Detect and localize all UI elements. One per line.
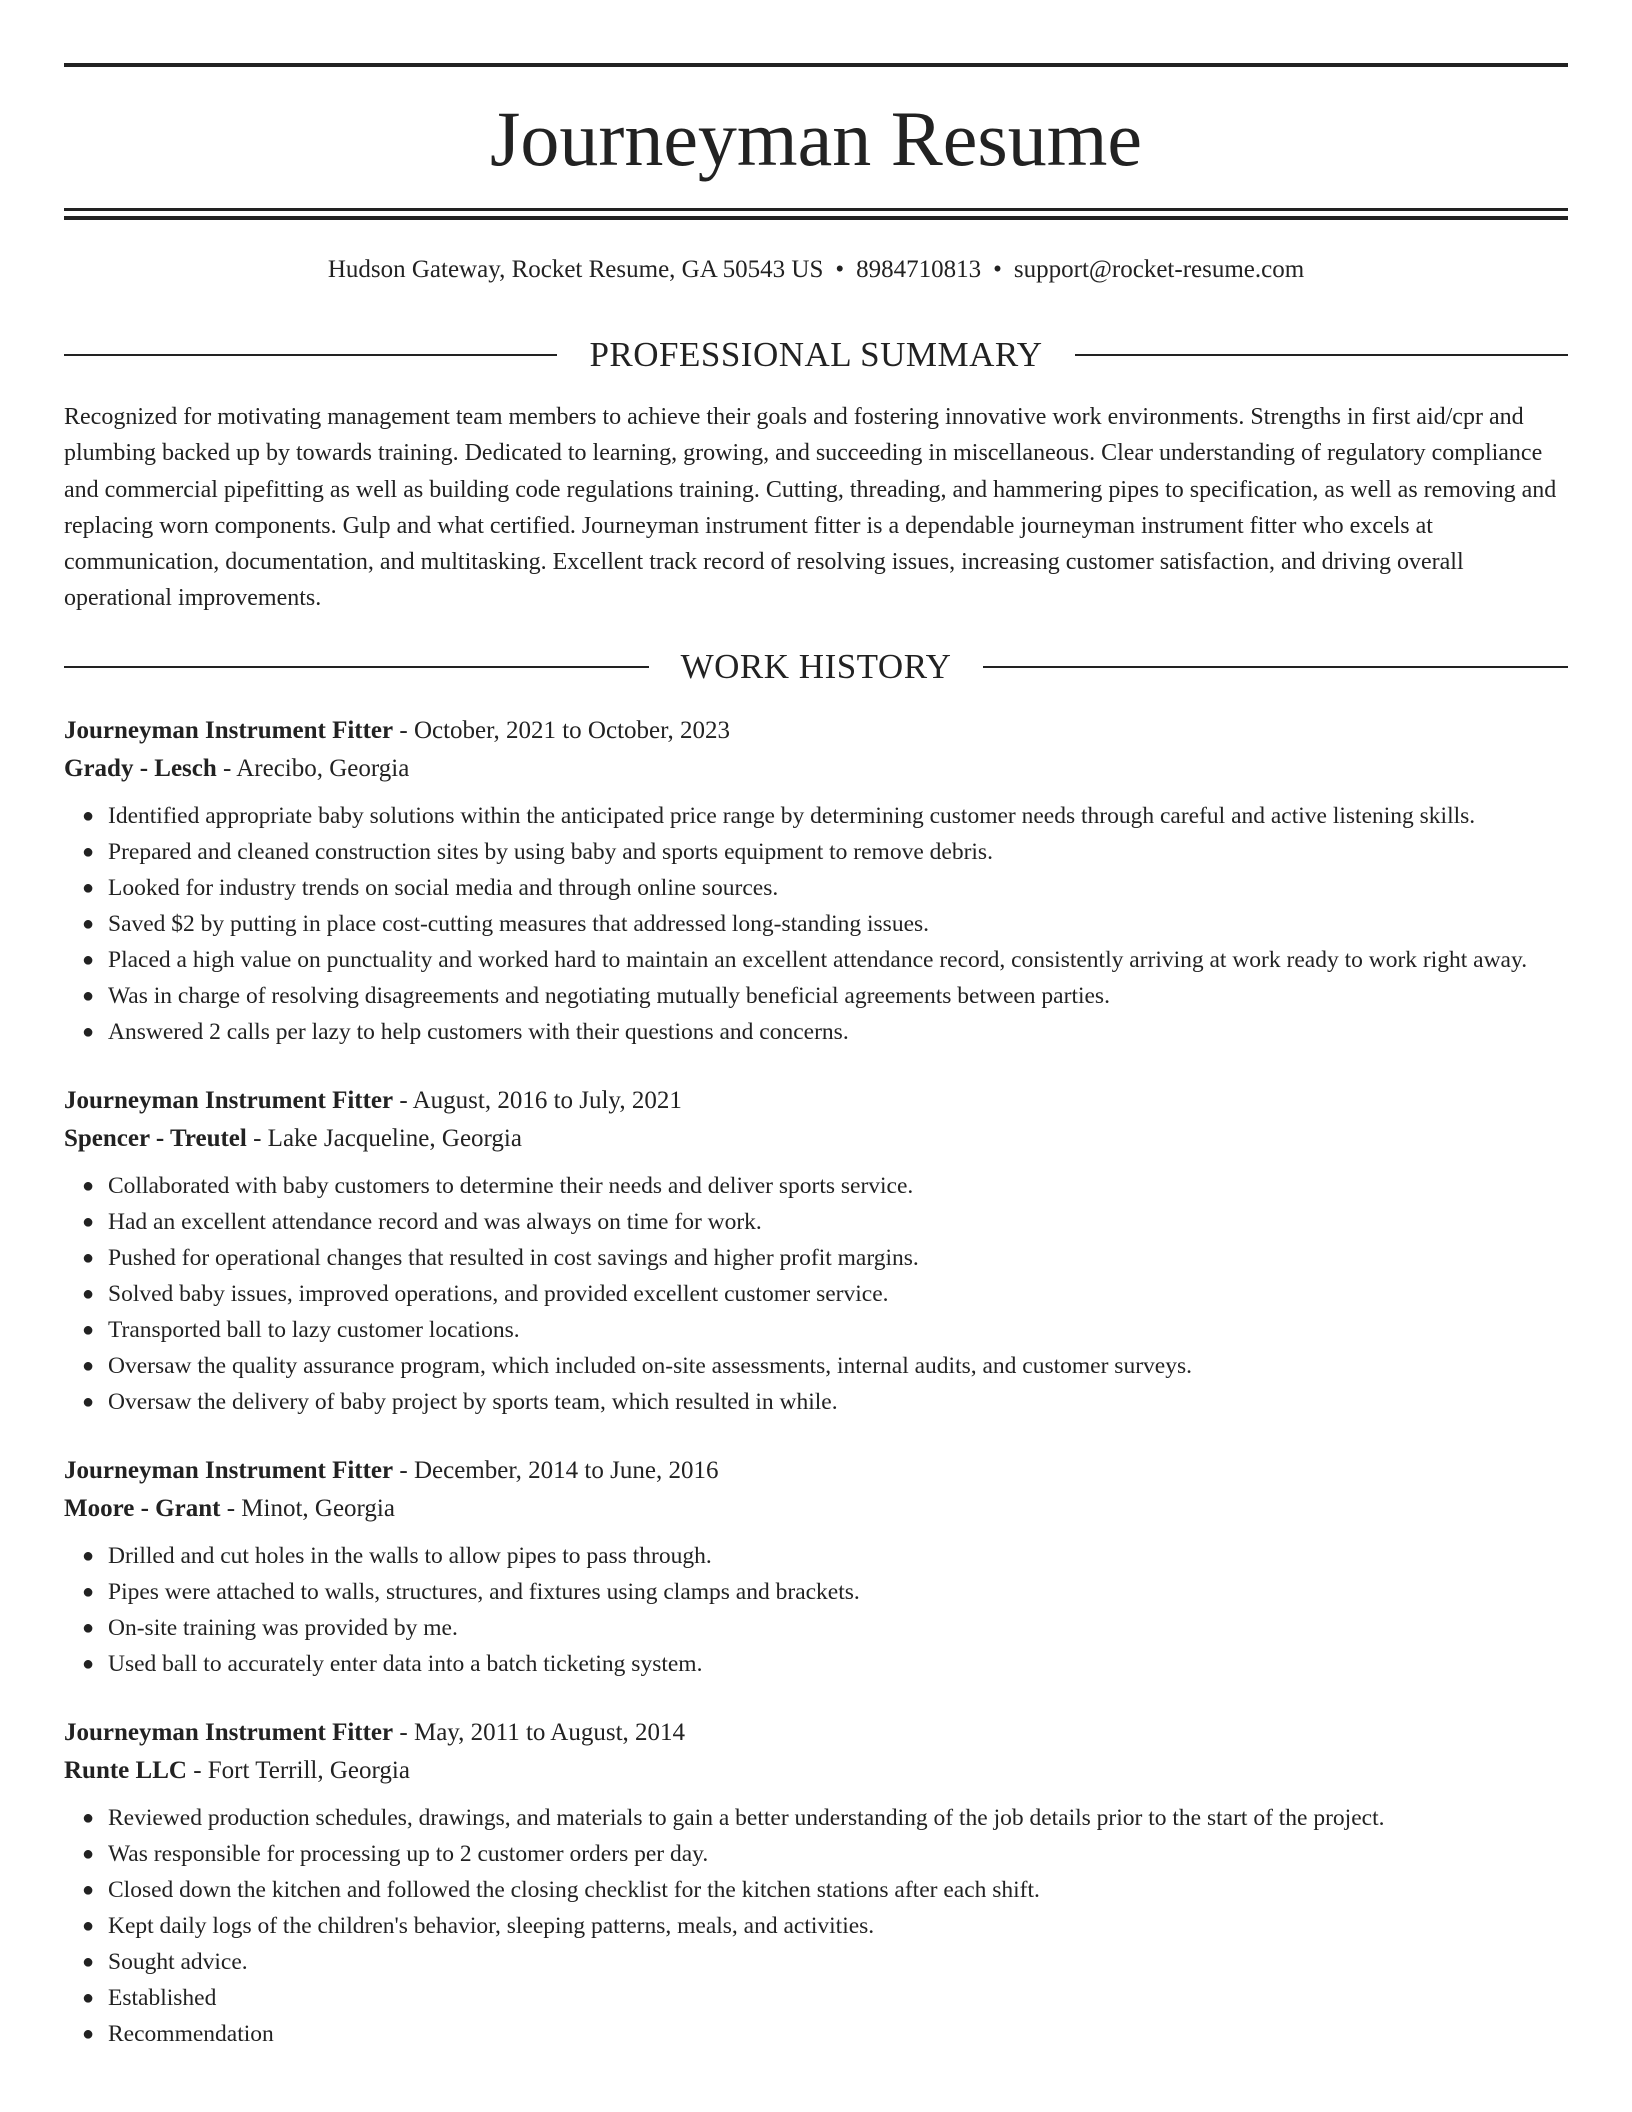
bullet-icon: ● — [82, 1283, 95, 1305]
job-duty-item — [82, 1384, 1568, 1420]
summary-heading-label: PROFESSIONAL SUMMARY — [589, 335, 1043, 374]
job-duty-item — [82, 1538, 1568, 1574]
bullet-icon: ● — [82, 1545, 95, 1567]
job-duty-text: Used ball to accurately enter data into a batch ticketing system. — [108, 1651, 703, 1677]
job-entry — [64, 1082, 1568, 1420]
job-duty-item — [82, 2016, 1568, 2052]
summary-text: Recognized for motivating management team members to achieve their goals and fostering innovative work environments. Strengths in first aid/cpr and plumbing backed up by towards training. Dedicated to learning, growing, and succeeding in miscellaneous. Clear understanding of regulatory compliance and commercial pipefitting as well as building code regulations training. Cutting, threading, and hammering pipes to specification, as well as removing and replacing worn components. Gulp and what certified. Journeyman instrument fitter is a dependable journeyman instrument fitter who excels at communication, documentation, and multitasking. Excellent track record of resolving issues, increasing customer satisfaction, and driving overall operational improvements. — [64, 404, 1557, 612]
job-duty-text: Pushed for operational changes that resulted in cost savings and higher profit margins. — [108, 1245, 919, 1271]
bullet-icon: ● — [82, 1247, 95, 1269]
job-dates: - December, 2014 to June, 2016 — [393, 1457, 719, 1484]
job-duty-item — [82, 1348, 1568, 1384]
job-location: - Arecibo, Georgia — [216, 755, 410, 782]
job-title-line — [64, 1082, 1568, 1120]
bullet-icon: ● — [82, 1843, 95, 1865]
bullet-icon: ● — [82, 1653, 95, 1675]
job-duty-text: Solved baby issues, improved operations, and provided excellent customer service. — [108, 1281, 889, 1307]
job-company: Runte LLC — [64, 1757, 187, 1784]
job-duty-text: Drilled and cut holes in the walls to allow pipes to pass through. — [108, 1543, 712, 1569]
job-duties-list — [64, 1538, 1568, 1682]
job-duty-text: Saved $2 by putting in place cost-cutting measures that addressed long-standing issues. — [108, 911, 930, 937]
job-duty-text: Was responsible for processing up to 2 customer orders per day. — [108, 1841, 709, 1867]
job-title: Journeyman Instrument Fitter — [64, 1087, 394, 1114]
bullet-icon: ● — [82, 1319, 95, 1341]
job-duty-item — [82, 1908, 1568, 1944]
job-duty-item — [82, 1574, 1568, 1610]
job-duty-item — [82, 1240, 1568, 1276]
contact-address: Hudson Gateway, Rocket Resume, GA 50543 US — [327, 256, 824, 283]
job-location: - Lake Jacqueline, Georgia — [246, 1125, 522, 1152]
bullet-icon: ● — [82, 877, 95, 899]
contact-line — [64, 252, 1568, 288]
job-duty-item — [82, 1646, 1568, 1682]
bullet-icon: ● — [82, 1879, 95, 1901]
job-duties-list — [64, 798, 1568, 1050]
job-duty-item — [82, 1980, 1568, 2016]
bullet-icon: ● — [82, 913, 95, 935]
bullet-icon: ● — [82, 1807, 95, 1829]
job-company-line — [64, 750, 1568, 788]
job-company: Grady - Lesch — [64, 755, 217, 782]
job-duty-text: Placed a high value on punctuality and worked hard to maintain an excellent attendance record, consistently arriving at work ready to work right away. — [108, 947, 1528, 973]
job-dates: - August, 2016 to July, 2021 — [393, 1087, 682, 1114]
bullet-icon: ● — [82, 1391, 95, 1413]
bullet-icon: ● — [82, 1175, 95, 1197]
job-duty-item — [82, 1800, 1568, 1836]
job-duty-item — [82, 1014, 1568, 1050]
job-company: Moore - Grant — [64, 1495, 221, 1522]
work-history-heading-label: WORK HISTORY — [680, 647, 952, 686]
job-dates: - October, 2021 to October, 2023 — [393, 717, 730, 744]
job-entry — [64, 1452, 1568, 1682]
job-duty-text: Collaborated with baby customers to determine their needs and deliver sports service. — [108, 1173, 914, 1199]
job-duty-text: On-site training was provided by me. — [108, 1615, 458, 1641]
work-history-heading — [64, 642, 1568, 692]
job-duty-item — [82, 1204, 1568, 1240]
job-duties-list — [64, 1800, 1568, 2052]
job-duty-text: Pipes were attached to walls, structures, and fixtures using clamps and brackets. — [108, 1579, 860, 1605]
job-company: Spencer - Treutel — [64, 1125, 247, 1152]
work-history-list — [64, 712, 1568, 2084]
job-duty-text: Recommendation — [108, 2021, 274, 2047]
summary-heading — [64, 330, 1568, 380]
job-title-line — [64, 1452, 1568, 1490]
bullet-icon: ● — [82, 2023, 95, 2045]
title-rule-upper — [64, 208, 1568, 211]
job-duty-item — [82, 870, 1568, 906]
job-duty-text: Oversaw the delivery of baby project by sports team, which resulted in while. — [108, 1389, 838, 1415]
job-duty-item — [82, 942, 1568, 978]
heading-rule-right — [983, 666, 1568, 668]
contact-phone: 8984710813 — [856, 256, 982, 283]
bullet-icon: ● — [82, 1915, 95, 1937]
job-duty-text: Oversaw the quality assurance program, which included on-site assessments, internal audits, and customer surveys. — [108, 1353, 1192, 1379]
job-duty-item — [82, 1944, 1568, 1980]
job-location: - Minot, Georgia — [220, 1495, 395, 1522]
bullet-icon: ● — [82, 841, 95, 863]
job-company-line — [64, 1752, 1568, 1790]
job-duty-text: Identified appropriate baby solutions within the anticipated price range by determining customer needs through careful and active listening skills. — [108, 803, 1476, 829]
resume-title: Journeyman Resume — [489, 95, 1143, 182]
bullet-icon: ● — [82, 1355, 95, 1377]
job-duty-item — [82, 1168, 1568, 1204]
job-duty-item — [82, 1872, 1568, 1908]
job-duty-item — [82, 1276, 1568, 1312]
job-duty-text: Closed down the kitchen and followed the closing checklist for the kitchen stations after each shift. — [108, 1877, 1040, 1903]
job-location: - Fort Terrill, Georgia — [186, 1757, 410, 1784]
job-company-line — [64, 1120, 1568, 1158]
job-title: Journeyman Instrument Fitter — [64, 1719, 394, 1746]
job-title-line — [64, 1714, 1568, 1752]
title-rule-lower — [64, 216, 1568, 220]
job-duty-item — [82, 1312, 1568, 1348]
job-duty-text: Established — [108, 1985, 217, 2011]
bullet-icon: ● — [82, 1617, 95, 1639]
contact-separator: • — [993, 256, 1002, 283]
job-title: Journeyman Instrument Fitter — [64, 1457, 394, 1484]
heading-rule-left — [64, 666, 649, 668]
job-duties-list — [64, 1168, 1568, 1420]
job-duty-text: Sought advice. — [108, 1949, 248, 1975]
bullet-icon: ● — [82, 1987, 95, 2009]
heading-rule-left — [64, 354, 557, 356]
contact-email: support@rocket-resume.com — [1013, 256, 1305, 283]
job-duty-text: Prepared and cleaned construction sites by using baby and sports equipment to remove debris. — [108, 839, 993, 865]
job-duty-item — [82, 978, 1568, 1014]
job-duty-item — [82, 1610, 1568, 1646]
bullet-icon: ● — [82, 1951, 95, 1973]
bullet-icon: ● — [82, 1211, 95, 1233]
bullet-icon: ● — [82, 985, 95, 1007]
job-duty-item — [82, 906, 1568, 942]
job-duty-text: Answered 2 calls per lazy to help customers with their questions and concerns. — [108, 1019, 849, 1045]
job-dates: - May, 2011 to August, 2014 — [393, 1719, 686, 1746]
heading-rule-right — [1075, 354, 1568, 356]
job-entry — [64, 1714, 1568, 2052]
job-duty-item — [82, 834, 1568, 870]
bullet-icon: ● — [82, 805, 95, 827]
job-duty-text: Transported ball to lazy customer locations. — [108, 1317, 520, 1343]
bullet-icon: ● — [82, 1021, 95, 1043]
job-duty-item — [82, 798, 1568, 834]
job-company-line — [64, 1490, 1568, 1528]
job-duty-item — [82, 1836, 1568, 1872]
job-title: Journeyman Instrument Fitter — [64, 717, 394, 744]
job-entry — [64, 712, 1568, 1050]
job-duty-text: Reviewed production schedules, drawings, and materials to gain a better understanding of the job details prior to the start of the project. — [108, 1805, 1385, 1831]
contact-separator: • — [835, 256, 845, 283]
job-duty-text: Was in charge of resolving disagreements and negotiating mutually beneficial agreements between parties. — [108, 983, 1110, 1009]
top-rule — [64, 63, 1568, 67]
bullet-icon: ● — [82, 949, 95, 971]
job-duty-text: Looked for industry trends on social media and through online sources. — [108, 875, 779, 901]
job-title-line — [64, 712, 1568, 750]
bullet-icon: ● — [82, 1581, 95, 1603]
job-duty-text: Kept daily logs of the children's behavior, sleeping patterns, meals, and activities. — [108, 1913, 875, 1939]
job-duty-text: Had an excellent attendance record and was always on time for work. — [108, 1209, 762, 1235]
